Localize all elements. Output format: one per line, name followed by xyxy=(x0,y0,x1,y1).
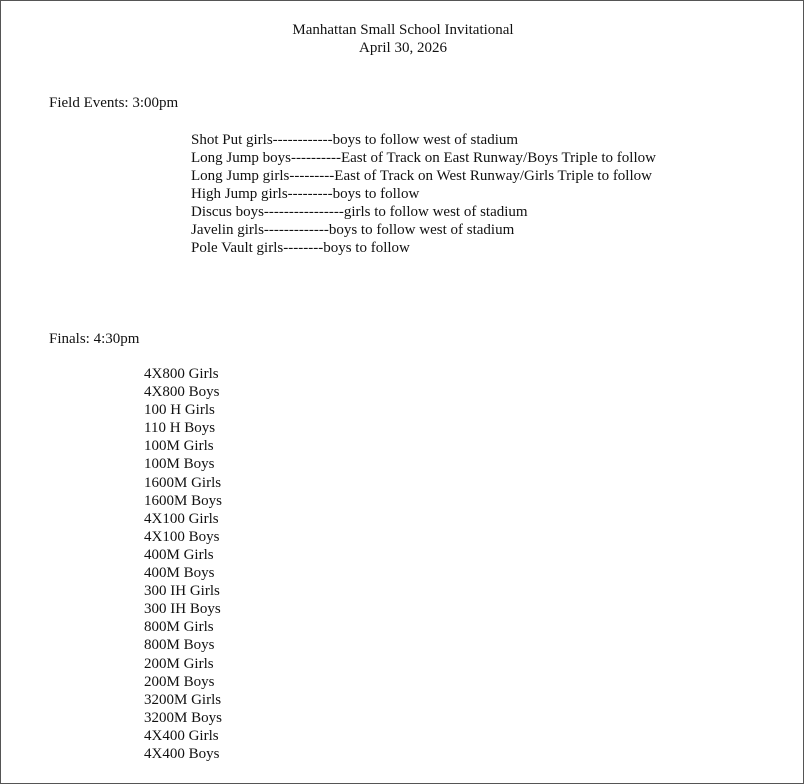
field-event-item: Javelin girls-------------boys to follow west of stadium xyxy=(191,222,515,238)
finals-item: 300 IH Girls xyxy=(144,583,220,600)
field-event-item: Discus boys----------------girls to follow west of stadium xyxy=(191,204,528,220)
finals-item: 4X400 Girls xyxy=(144,727,219,744)
finals-heading: Finals: 4:30pm xyxy=(49,331,140,347)
finals-item: 110 H Boys xyxy=(144,420,216,437)
finals-item: 800M Girls xyxy=(144,619,214,636)
finals-item: 4X400 Boys xyxy=(144,745,220,762)
finals-item: 400M Girls xyxy=(144,546,214,563)
finals-item: 4X100 Girls xyxy=(144,510,219,527)
finals-item: 100M Boys xyxy=(144,456,215,473)
finals-item: 1600M Girls xyxy=(144,474,222,491)
finals-item: 3200M Boys xyxy=(144,709,222,726)
field-event-item: Pole Vault girls--------boys to follow xyxy=(191,240,410,256)
finals-list xyxy=(144,365,222,763)
field-events-list xyxy=(191,131,656,257)
finals-item: 100M Girls xyxy=(144,438,214,455)
finals-item: 200M Boys xyxy=(144,673,215,690)
finals-item: 4X800 Boys xyxy=(144,384,220,401)
field-event-item: Long Jump boys----------East of Track on East Runway/Boys Triple to follow xyxy=(191,150,656,166)
document-date: April 30, 2026 xyxy=(359,40,447,56)
finals-item: 1600M Boys xyxy=(144,492,222,509)
finals-item: 100 H Girls xyxy=(144,402,215,419)
finals-item: 200M Girls xyxy=(144,655,214,672)
finals-item: 3200M Girls xyxy=(144,691,222,708)
field-event-item: Long Jump girls---------East of Track on West Runway/Girls Triple to follow xyxy=(191,168,652,184)
finals-item: 800M Boys xyxy=(144,637,215,654)
finals-item: 400M Boys xyxy=(144,565,215,582)
finals-item: 4X800 Girls xyxy=(144,366,219,382)
field-events-heading: Field Events: 3:00pm xyxy=(49,95,179,111)
finals-item: 4X100 Boys xyxy=(144,528,220,545)
document-title: Manhattan Small School Invitational xyxy=(292,22,514,38)
field-event-item: Shot Put girls------------boys to follow west of stadium xyxy=(191,132,519,148)
field-event-item: High Jump girls---------boys to follow xyxy=(191,186,420,202)
finals-item: 300 IH Boys xyxy=(144,601,221,618)
title-block xyxy=(1,21,804,57)
